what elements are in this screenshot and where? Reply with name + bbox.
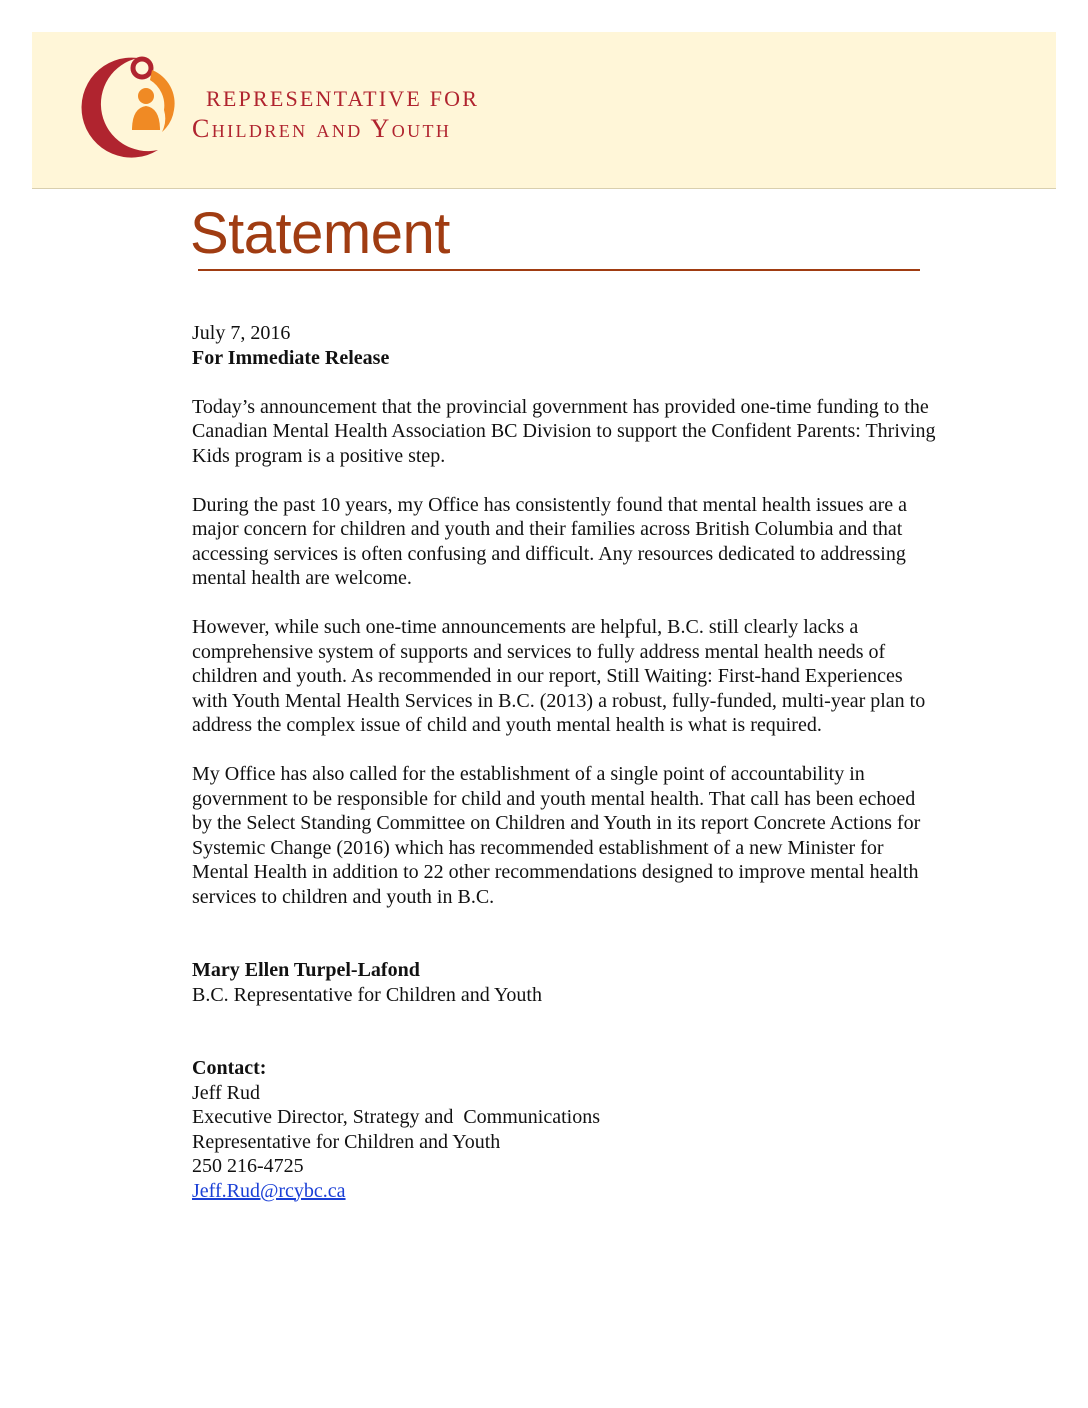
statement-body <box>192 321 937 1203</box>
org-name-line2: Children and Youth <box>192 114 452 143</box>
contact-org: Representative for Children and Youth <box>192 1130 501 1153</box>
release-status: For Immediate Release <box>192 346 390 369</box>
contact-email-link[interactable]: Jeff.Rud@rcybc.ca <box>192 1179 346 1202</box>
signatory-title: B.C. Representative for Children and Youth <box>192 983 542 1006</box>
document-title: Statement <box>190 201 450 266</box>
paragraph-3: However, while such one-time announcements are helpful, B.C. still clearly lacks a comprehensive system of supports and services to fully address mental health needs of children and youth. As recommended in our report, Still Waiting: First-hand Experiences with Youth Mental Health Services in B.C. (2013) a robust, fully-funded, multi-year plan to address the complex issue of child and youth mental health is what is required. <box>192 616 926 736</box>
paragraph-4: My Office has also called for the establishment of a single point of accountability in government to be responsible for child and youth mental health. That call has been echoed by the Select Standing Committee on Children and Youth in its report Concrete Actions for Systemic Change (2016) which has recommended establishment of a new Minister for Mental Health in addition to 22 other recommendations designed to improve mental health services to children and youth in B.C. <box>192 763 921 908</box>
paragraph-2: During the past 10 years, my Office has consistently found that mental health issues are a major concern for children and youth and their families across British Columbia and that accessing services is often confusing and difficult. Any resources dedicated to addressing mental health are welcome. <box>192 493 907 589</box>
rcy-mother-child-logo-icon <box>78 50 188 160</box>
contact-heading: Contact: <box>192 1057 267 1079</box>
contact-phone: 250 216-4725 <box>192 1155 304 1177</box>
contact-name: Jeff Rud <box>192 1081 260 1104</box>
paragraph-1: Today’s announcement that the provincial government has provided one-time funding to the Canadian Mental Health Association BC Division to support the Confident Parents: Thriving Kids program is a positive step. <box>192 395 936 467</box>
release-date: July 7, 2016 <box>192 322 291 344</box>
title-underline-rule <box>198 269 920 271</box>
org-name-line1: REPRESENTATIVE FOR <box>206 86 480 111</box>
signatory-name: Mary Ellen Turpel-Lafond <box>192 959 420 981</box>
contact-role: Executive Director, Strategy and Communications <box>192 1106 600 1128</box>
